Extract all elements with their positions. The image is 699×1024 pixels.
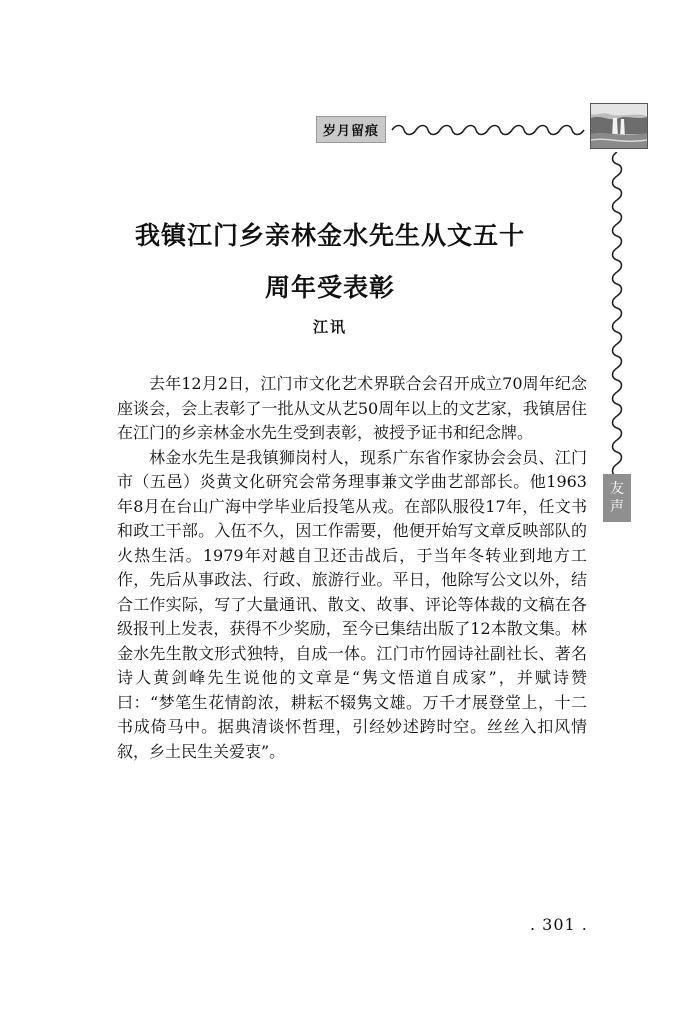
- article-title-line-1: 我镇江门乡亲林金水先生从文五十: [134, 221, 525, 250]
- scroll-ornament-icon: [610, 152, 624, 480]
- page-number: . 301 .: [530, 915, 588, 934]
- waterfall-photo: [590, 103, 648, 149]
- article-author: 江讯: [312, 318, 347, 336]
- article-body: [117, 372, 587, 764]
- section-label: 岁月留痕: [316, 116, 386, 143]
- horizontal-ornament: [390, 123, 586, 137]
- side-tab: [603, 474, 631, 522]
- side-tab-char: 友: [610, 481, 624, 497]
- paragraph: 林金水先生是我镇狮岗村人，现系广东省作家协会会员、江门市（五邑）炎黄文化研究会常务理事兼文学曲艺部部长。他1963年8月在台山广海中学毕业后投笔从戎。在部队服役17年，任文书和政工干部。入伍不久，因工作需要，他便开始写文章反映部队的火热生活。1979年对越自卫还击战后，于当年冬转业到地方工作，先后从事政法、行政、旅游行业。平日，他除写公文以外，结合工作实际，写了大量通讯、散文、故事、评论等体裁的文稿在各级报刊上发表，获得不少奖励，至今已集结出版了12本散文集。林金水先生散文形式独特，自成一体。江门市竹园诗社副社长、著名诗人黄剑峰先生说他的文章是“隽文悟道自成家”，并赋诗赞曰：“梦笔生花情韵浓，耕耘不辍隽文雄。万千才展登堂上，十二书成倚马中。据典清谈怀哲理，引经妙述跨时空。丝丝入扣风情叙，乡土民生关爱衷”。: [117, 447, 587, 761]
- article-title-line-2: 周年受表彰: [264, 273, 395, 302]
- vertical-ornament: [610, 152, 624, 480]
- side-tab-char: 声: [610, 499, 624, 515]
- section-header: [316, 116, 586, 143]
- paragraph: 去年12月2日，江门市文化艺术界联合会召开成立70周年纪念座谈会，会上表彰了一批从文从艺50周年以上的文艺家，我镇居住在江门的乡亲林金水先生受到表彰，被授予证书和纪念牌。: [117, 374, 587, 442]
- scroll-ornament-icon: [390, 123, 586, 137]
